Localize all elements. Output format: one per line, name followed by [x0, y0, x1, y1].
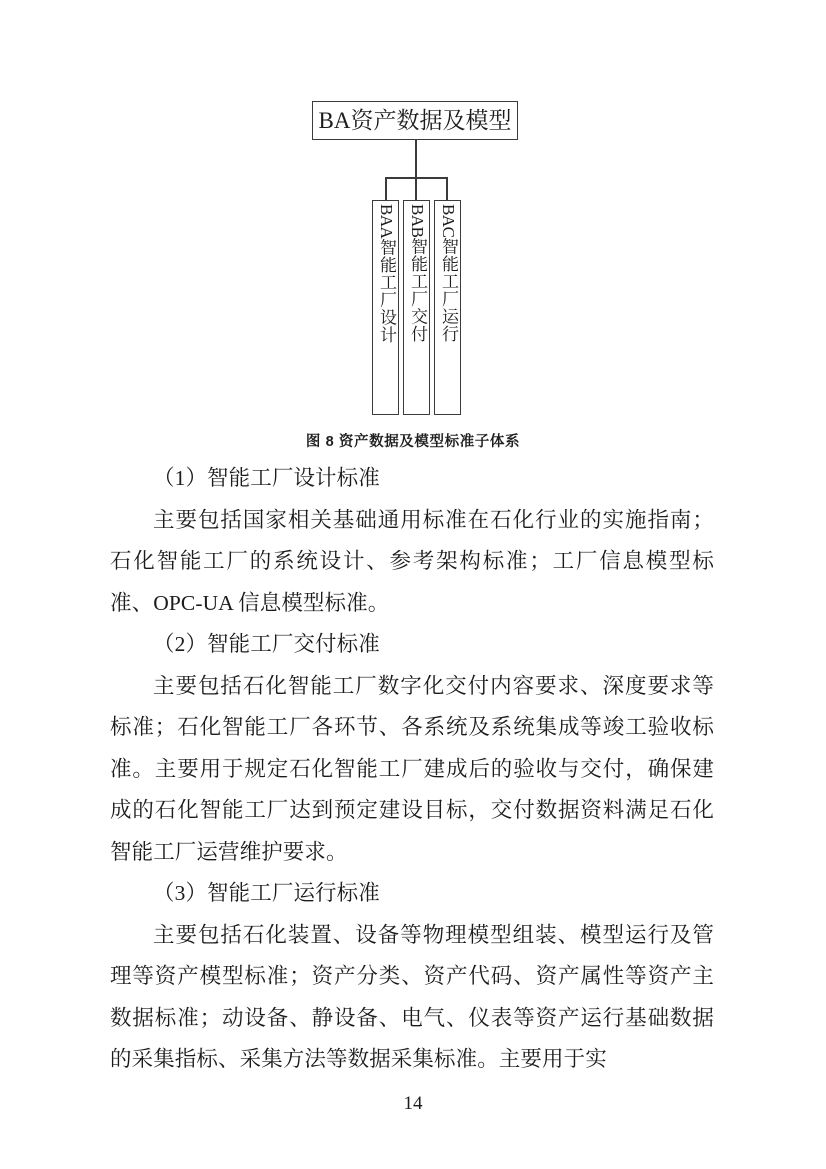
section-heading-2: （2）智能工厂交付标准: [153, 632, 380, 656]
diagram-leaf-node-bab-code: BAB: [408, 204, 427, 238]
section-heading-1: （1）智能工厂设计标准: [153, 466, 380, 490]
connector-drop-line-3: [446, 177, 448, 201]
section-body-2: 主要包括石化智能工厂数字化交付内容要求、深度要求等标准；石化智能工厂各环节、各系统及系统集成等竣工验收标准。主要用于规定石化智能工厂建成后的验收与交付，确保建成的石化智能工厂达到预定建设目标，交付数据资料满足石化智能工厂运营维护要求。: [110, 673, 714, 864]
diagram-leaf-node-bab: [403, 200, 430, 415]
diagram-root-node-label: BA资产数据及模型: [318, 108, 512, 133]
diagram-root-node: [312, 101, 518, 140]
figure-8: [0, 0, 826, 450]
diagram-leaf-node-baa-code: BAA: [377, 204, 396, 239]
diagram-leaf-node-baa-name: 智能工厂设计: [377, 238, 396, 344]
page-number: 14: [403, 1093, 423, 1114]
section-body-1: 主要包括国家相关基础通用标准在石化行业的实施指南；石化智能工厂的系统设计、参考架构标准；工厂信息模型标准、OPC-UA 信息模型标准。: [110, 507, 714, 615]
connector-drop-line-1: [385, 177, 387, 201]
diagram-leaf-node-bab-name: 智能工厂交付: [408, 237, 427, 343]
diagram-leaf-node-baa-text: [373, 204, 398, 412]
body-text-container: [110, 458, 714, 1081]
diagram-leaf-node-bac-name: 智能工厂运行: [439, 237, 458, 343]
connector-trunk-line: [415, 140, 417, 179]
section-body-3: 主要包括石化装置、设备等物理模型组装、模型运行及管理等资产模型标准；资产分类、资产代码、资产属性等资产主数据标准；动设备、静设备、电气、仪表等资产运行基础数据的采集指标、采集方法等数据采集标准。主要用于实: [110, 922, 714, 1071]
diagram-leaf-node-bac-text: [435, 204, 460, 412]
section-heading-3: （3）智能工厂运行标准: [153, 881, 380, 905]
figure-caption: 图 8 资产数据及模型标准子体系: [305, 434, 521, 450]
diagram-leaf-node-baa: [372, 200, 399, 415]
diagram-leaf-node-bab-text: [404, 204, 429, 412]
diagram-leaf-node-bac: [434, 200, 461, 415]
connector-drop-line-2: [415, 177, 417, 201]
diagram-leaf-node-bac-code: BAC: [439, 204, 458, 238]
hierarchy-diagram: [0, 0, 826, 425]
